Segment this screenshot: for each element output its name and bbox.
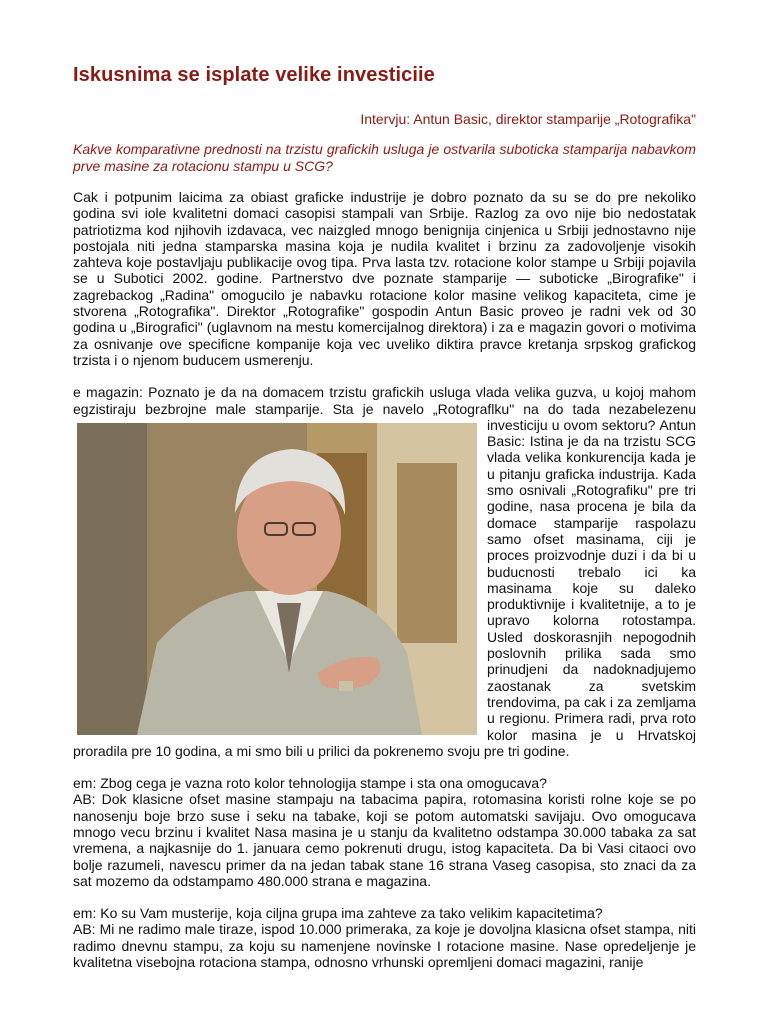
portrait-illustration — [77, 423, 477, 735]
interview-block-2 — [73, 775, 696, 889]
question-1: e magazin: Poznato je da na domacem trzistu grafickih usluga vlada velika guzva, u kojoj mahom egzistiraju bezbrojne male stamparije. Sta je navelo „Rotograflku" na do tada nezabelezenu investiciju u ovom sektoru? — [73, 384, 696, 433]
interviewee-photo — [77, 423, 477, 735]
question-2: em: Zbog cega je vazna roto kolor tehnologija stampe i sta ona omogucava? — [73, 775, 547, 792]
interview-block-1 — [73, 384, 696, 759]
answer-2: AB: Dok klasicne ofset masine stampaju na tabacima papira, rotomasina koristi rolne koje se po nanosenju boje brzo suse i seku na tabake, koji se potom automatski savijaju. Ovo omogucava mnogo vecu brzinu i kvalitet Nasa masina je u stanju da kvalitetno odstampa 30.000 tabaka za sat vremena, a najkasnije do 1. januara cemo pokrenuti drugu, istog kapaciteta. Da bi Vasi citaoci ovo bolje razumeli, navescu primer da na jedan tabak stane 16 strana Vaseg casopisa, sto znaci da za sat mozemo da odstampamo 480.000 strana e magazina. — [73, 791, 696, 889]
question-3: em: Ko su Vam musterije, koja ciljna grupa ima zahteve za tako velikim kapacitetima? — [73, 905, 603, 922]
intro-paragraph: Cak i potpunim laicima za obiast graficke industrije je dobro poznato da su se do pre nekoliko godina svi iole kvalitetni domaci casopisi stampali van Srbije. Razlog za ovo nije bio nedostatak patriotizma kod njihovih izdavaca, vec naizgled mnogo benignija cinjenica u Srbiji jednostavno nije postojala niti jedna stamparska masina koja je nudila kvalitet i brzinu za zadovoljenje visokih zahteva koje postavljaju publikacije ovog tipa. Prva lasta tzv. rotacione kolor stampe u Srbiji pojavila se u Subotici 2002. godine. Partnerstvo dve poznate stamparije — suboticke „Birografike" i zagrebackog „Radina" omogucilo je nabavku rotacione kolor masine velikog kapaciteta, cime je stvorena „Rotografika". Direktor „Rotografike" gospodin Antun Basic proveo je radni vek od 30 godina u „Birografici" (uglavnom na mestu komercijalnog direktora) i za e magazin govori o motivima za osnivanje ove specificne kompanije koja vec uveliko diktira pravce kretanja srpskog grafickog trzista i o njenom buducem usmerenju. — [73, 189, 696, 368]
answer-1: Antun Basic: Istina je da na trzistu SCG vlada velika konkurencija kada je u pitanju graficka industrija. Kada smo osnivali „Rotografiku" pre tri godine, nasa procena je bila da domace stamparije raspolazu samo ofset masinama, ciji je proces proizvodnje duzi i da bi u buducnosti trebalo ici ka masinama koje su daleko produktivnije i kvalitetnije, a to je upravo kolorna rotostampa. Usled doskorasnjih nepogodnih poslovnih prilika sada smo prinudjeni da nadoknadjujemo zaostanak za svetskim trendovima, pa cak i za zemljama u regionu. Primera radi, prva roto kolor masina je u Hrvatskoj proradila pre 10 godina, a mi smo bili u prilici da pokrenemo svoju pre tri godine. — [73, 416, 696, 759]
article-subtitle: Intervju: Antun Basic, direktor stamparije „Rotografika" — [360, 111, 696, 127]
interview-block-3 — [73, 905, 696, 970]
article-title: Iskusnima se isplate velike investiciie — [73, 64, 435, 86]
article-lead: Kakve komparativne prednosti na trzistu grafickih usluga je ostvarila suboticka stamparija nabavkom prve masine za rotacionu stampu u SCG? — [73, 141, 696, 174]
article-body — [73, 189, 696, 986]
answer-3: AB: Mi ne radimo male tiraze, ispod 10.000 primeraka, za koje je dovoljna klasicna ofset stampa, niti radimo dnevnu stampu, za koju su namenjene novinske I rotacione masine. Nase opredeljenje je kvalitetna visebojna rotaciona stampa, odnosno vrhunski opremljeni domaci magazini, ranije — [73, 921, 696, 971]
